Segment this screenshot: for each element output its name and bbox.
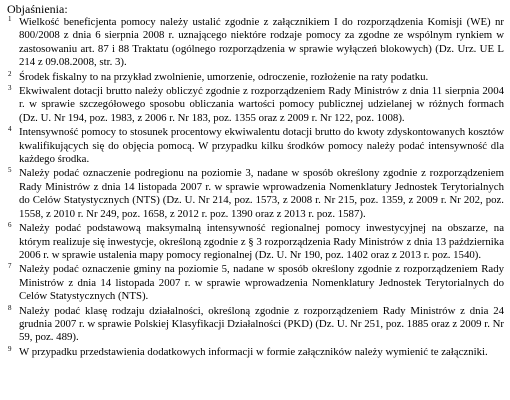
footnote-text: Należy podać podstawową maksymalną intensywność regionalnej pomocy inwestycyjnej na obszarze, na którym realizuje się inwestycje, określoną zgodnie z § 3 rozporządzenia Rady Ministrów z dnia 13 października 2006 r. w sprawie ustalenia mapy pomocy regionalnej (Dz. U. Nr 190, poz. 1402 oraz z 2013 r. poz. 1540). [19,222,504,261]
footnote-number: 8 [8,303,12,312]
footnote-number: 9 [8,344,12,353]
footnote-7 [3,263,504,303]
footnote-number: 5 [8,166,12,175]
footnote-6 [3,222,504,262]
footnote-text: Ekwiwalent dotacji brutto należy obliczyć zgodnie z rozporządzeniem Rady Ministrów z dnia 11 sierpnia 2004 r. w sprawie szczegółowego sposobu obliczania wartości pomocy publicznej udzielanej w różnych formach (Dz. U. Nr 194, poz. 1983, z 2006 r. Nr 183, poz. 1355 oraz z 2009 r. Nr 122, poz. 1008). [19,85,504,124]
footnote-text: Należy podać oznaczenie podregionu na poziomie 3, nadane w sposób określony zgodnie z rozporządzeniem Rady Ministrów z dnia 14 listopada 2007 r. w sprawie wprowadzenia Nomenklatury Jednostek Terytorialnych do Celów Statystycznych (NTS) (Dz. U. Nr 214, poz. 1573, z 2008 r. Nr 215, poz. 1359, z 2009 r. Nr 202, poz. 1558, z 2010 r. Nr 249, poz. 1658, z 2012 r. poz. 1390 oraz z 2013 r. poz. 1587). [19,167,504,220]
footnote-number: 6 [8,221,12,230]
footnote-2 [3,71,504,84]
footnote-text: W przypadku przedstawienia dodatkowych informacji w formie załączników należy wymienić te załączniki. [19,345,488,358]
footnote-text: Należy podać klasę rodzaju działalności, określoną zgodnie z rozporządzeniem Rady Ministrów z dnia 24 grudnia 2007 r. w sprawie Polskiej Klasyfikacji Działalności (PKD) (Dz. U. Nr 251, poz. 1885 oraz z 2009 r. Nr 59, poz. 489). [19,304,504,344]
footnote-text: Należy podać oznaczenie gminy na poziomie 5, nadane w sposób określony zgodnie z rozporządzeniem Rady Ministrów z dnia 14 listopada 2007 r. w sprawie wprowadzenia Nomenklatury Jednostek Terytorialnych do Celów Statystycznych (NTS). [19,263,504,303]
footnote-text: Środek fiskalny to na przykład zwolnienie, umorzenie, odroczenie, rozłożenie na raty podatku. [19,70,429,83]
explanations-heading: Objaśnienia: [7,2,68,16]
footnote-number: 4 [8,125,12,134]
footnote-number: 2 [8,69,12,78]
footnote-text: Wielkość beneficjenta pomocy należy ustalić zgodnie z załącznikiem I do rozporządzenia Komisji (WE) nr 800/2008 z dnia 6 sierpnia 2008 r. uznającego niektóre rodzaje pomocy za zgodne ze wspólnym rynkiem w zastosowaniu art. 87 i 88 Traktatu (ogólnego rozporządzenia w sprawie wyłączeń blokowych) (Dz. Urz. UE L 214 z 09.08.2008, str. 3). [19,16,504,69]
footnote-5 [3,167,504,221]
footnote-number: 3 [8,84,12,93]
footnote-list [3,16,504,359]
footnote-text: Intensywność pomocy to stosunek procentowy ekwiwalentu dotacji brutto do kwoty zdyskontowanych kosztów kwalifikujących się do objęcia pomocą. W przypadku kilku środków pomocy należy podać intensywność dla każdego środka. [19,126,504,166]
footnote-number: 7 [8,262,12,271]
footnote-number: 1 [8,15,12,23]
footnote-1 [3,16,504,70]
footnote-3 [3,85,504,125]
footnote-9 [3,346,504,359]
footnote-4 [3,126,504,166]
footnote-8 [3,305,504,345]
